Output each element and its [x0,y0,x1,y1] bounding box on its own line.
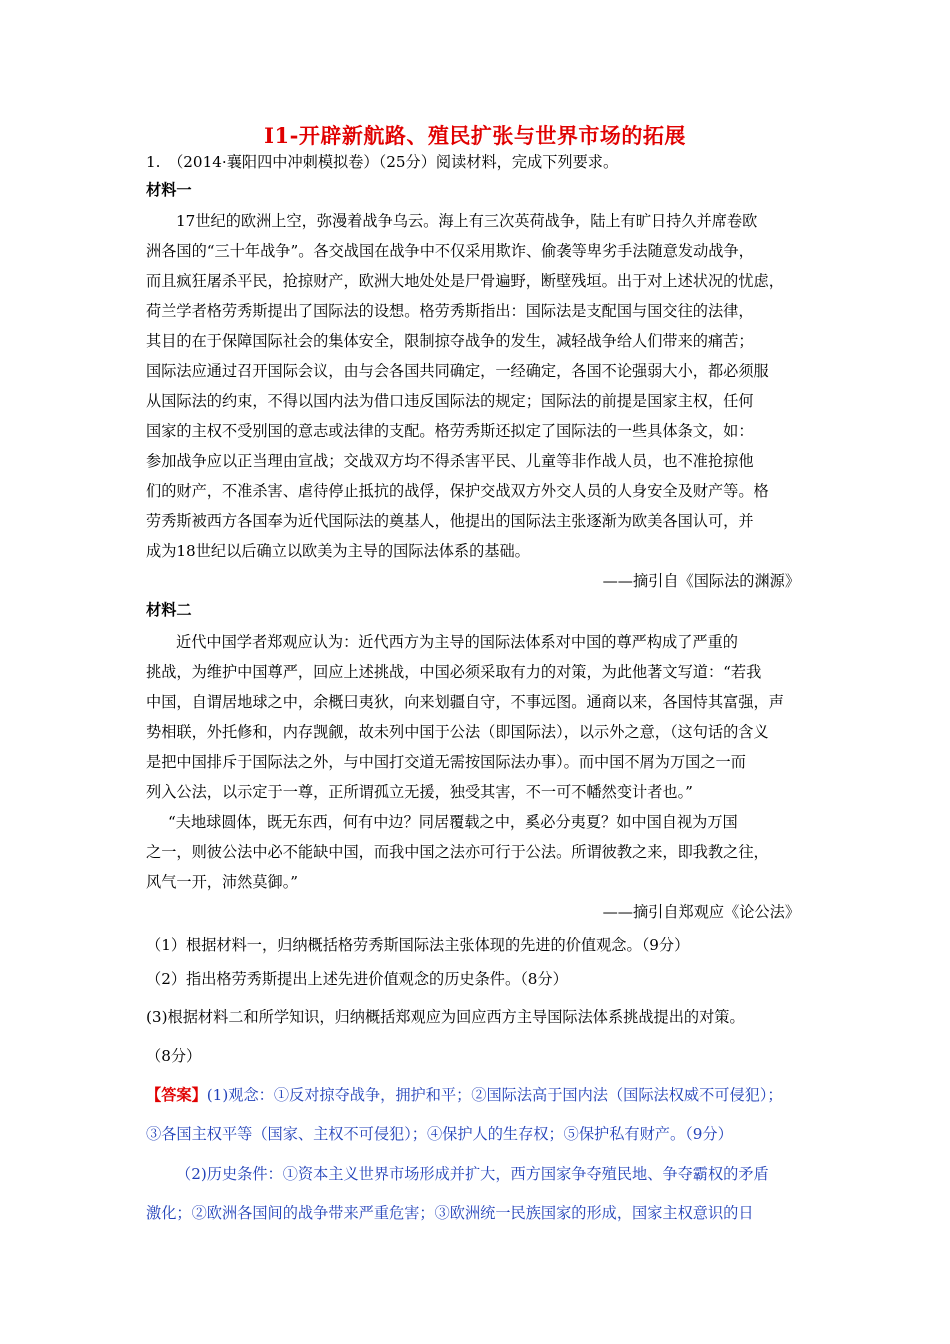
question-item: （8分） [146,1047,202,1065]
material2-line: 之一，则彼公法中必不能缺中国，而我中国之法亦可行于公法。所谓彼教之来，即我教之往， [146,843,769,861]
answer-line: 激化；②欧洲各国间的战争带来严重危害；③欧洲统一民族国家的形成，国家主权意识的日 [146,1204,754,1222]
material1-line: 国家的主权不受别国的意志或法律的支配。格劳秀斯还拟定了国际法的一些具体条文，如： [146,422,754,440]
material2-source: ——摘引自郑观应《论公法》 [602,903,800,921]
material1-line: 成为18世纪以后确立以欧美为主导的国际法体系的基础。 [146,542,530,560]
page-title: I1-开辟新航路、殖民扩张与世界市场的拓展 [264,123,686,148]
answer-text: (1)观念：①反对掠夺战争，拥护和平；②国际法高于国内法（国际法权威不可侵犯）； [206,1086,783,1104]
material2-line: 近代中国学者郑观应认为：近代西方为主导的国际法体系对中国的尊严构成了严重的 [176,633,738,651]
material1-line: 劳秀斯被西方各国奉为近代国际法的奠基人，他提出的国际法主张逐渐为欧美各国认可，并 [146,512,754,530]
answer-line [146,1085,783,1105]
question-item: (3)根据材料二和所学知识，归纳概括郑观应为回应西方主导国际法体系挑战提出的对策。 [146,1008,745,1026]
answer-line: ③各国主权平等（国家、主权不可侵犯）；④保护人的生存权；⑤保护私有财产。（9分） [146,1125,733,1143]
material2-line: 风气一开，沛然莫御。” [146,873,299,891]
material1-line: 们的财产，不准杀害、虐待停止抵抗的战俘，保护交战双方外交人员的人身安全及财产等。格 [146,482,769,500]
question-item: （2）指出格劳秀斯提出上述先进价值观念的历史条件。（8分） [146,970,568,988]
material2-line: 是把中国排斥于国际法之外，与中国打交道无需按国际法办事）。而中国不屑为万国之一而 [146,753,746,771]
material1-line: 参加战争应以正当理由宣战；交战双方均不得杀害平民、儿童等非作战人员，也不准抢掠他 [146,452,754,470]
material2-line: “夫地球圆体，既无东西，何有中边？同居覆载之中，奚必分夷夏？如中国自视为万国 [168,813,738,831]
material1-line: 国际法应通过召开国际会议，由与会各国共同确定，一经确定，各国不论强弱大小，都必须服 [146,362,769,380]
material2-line: 势相联，外托修和，内存觊觎，故未列中国于公法（即国际法），以示外之意，（这句话的含义 [146,723,769,741]
material1-line: 其目的在于保障国际社会的集体安全，限制掠夺战争的发生，减轻战争给人们带来的痛苦； [146,332,754,350]
question-item: （1）根据材料一，归纳概括格劳秀斯国际法主张体现的先进的价值观念。（9分） [146,936,690,954]
answer-line: （2)历史条件：①资本主义世界市场形成并扩大，西方国家争夺殖民地、争夺霸权的矛盾 [176,1165,769,1183]
material1-source: ——摘引自《国际法的渊源》 [602,572,800,590]
material1-heading: 材料一 [146,181,192,199]
material1-line: 荷兰学者格劳秀斯提出了国际法的设想。格劳秀斯指出：国际法是支配国与国交往的法律， [146,302,754,320]
material2-line: 挑战，为维护中国尊严，回应上述挑战，中国必须采取有力的对策，为此他著文写道：“若我 [146,663,762,681]
question-header: 1. （2014·襄阳四中冲刺模拟卷）（25分）阅读材料，完成下列要求。 [146,153,619,171]
material1-line: 而且疯狂屠杀平民，抢掠财产，欧洲大地处处是尸骨遍野，断壁残垣。出于对上述状况的忧虑， [146,272,784,290]
material2-line: 中国，自谓居地球之中，余概曰夷狄，向来划疆自守，不事远图。通商以来，各国恃其富强，声 [146,693,784,711]
material2-heading: 材料二 [146,601,192,619]
material2-line: 列入公法，以示定于一尊，正所谓孤立无援，独受其害，不一可不幡然变计者也。” [146,783,693,801]
material1-line: 洲各国的“三十年战争”。各交战国在战争中不仅采用欺诈、偷袭等卑劣手法随意发动战争， [146,242,754,260]
material1-line: 从国际法的约束，不得以国内法为借口违反国际法的规定；国际法的前提是国家主权，任何 [146,392,754,410]
answer-tag: 【答案】 [146,1086,207,1104]
material1-line: 17世纪的欧洲上空，弥漫着战争乌云。海上有三次英荷战争，陆上有旷日持久并席卷欧 [176,212,758,230]
